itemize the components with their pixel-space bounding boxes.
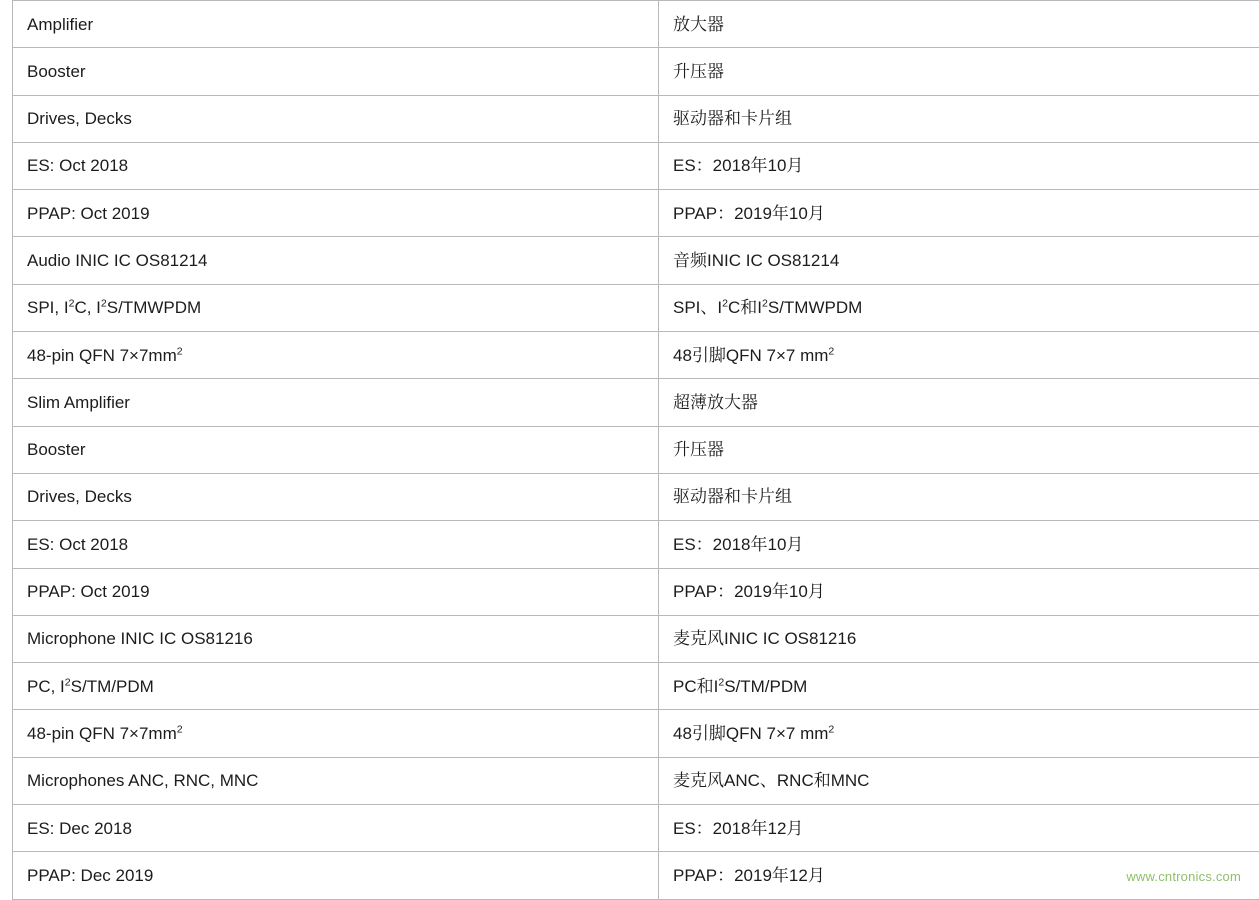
cell-chinese: PC和$I^2S/TM$/PDM [659, 663, 1259, 710]
table-row [13, 757, 1259, 804]
table-row [13, 615, 1259, 662]
watermark-text: www.cntronics.com [1126, 869, 1241, 884]
cell-english: PPAP: Oct 2019 [13, 568, 659, 615]
table-row [13, 710, 1259, 757]
table-row [13, 284, 1259, 331]
cell-chinese: 48引脚QFN 7×7 $mm^2$ [659, 332, 1259, 379]
cell-english: Booster [13, 48, 659, 95]
cell-chinese: ES：2018年12月 [659, 805, 1259, 852]
bilingual-table-container [12, 0, 1247, 900]
cell-chinese: 音频INIC IC OS81214 [659, 237, 1259, 284]
cell-chinese: SPI、$I^2C$和$I^2S$/TMWPDM [659, 284, 1259, 331]
cell-english: Drives, Decks [13, 95, 659, 142]
table-row [13, 473, 1259, 520]
cell-english: SPI, $I^2C$, $I^2S$/TMWPDM [13, 284, 659, 331]
table-row [13, 1, 1259, 48]
cell-english: 48-pin QFN $7\times 7mm^2$ [13, 710, 659, 757]
cell-chinese: 驱动器和卡片组 [659, 95, 1259, 142]
table-row [13, 237, 1259, 284]
cell-english: PPAP: Oct 2019 [13, 190, 659, 237]
cell-chinese: PPAP：2019年10月 [659, 568, 1259, 615]
cell-english: PPAP: Dec 2019 [13, 852, 659, 899]
table-row [13, 805, 1259, 852]
table-row [13, 426, 1259, 473]
cell-english: 48-pin QFN $7\times 7mm^2$ [13, 332, 659, 379]
cell-chinese: 升压器 [659, 48, 1259, 95]
table-row [13, 190, 1259, 237]
cell-english: Microphones ANC, RNC, MNC [13, 757, 659, 804]
cell-chinese: 升压器 [659, 426, 1259, 473]
cell-english: PC, $I^2S/TM$/PDM [13, 663, 659, 710]
table-row [13, 663, 1259, 710]
table-row [13, 521, 1259, 568]
cell-chinese: 麦克风ANC、RNC和MNC [659, 757, 1259, 804]
table-row [13, 95, 1259, 142]
cell-english: ES: Dec 2018 [13, 805, 659, 852]
cell-chinese: 放大器 [659, 1, 1259, 48]
cell-chinese: 48引脚QFN 7×7 $mm^2$ [659, 710, 1259, 757]
bilingual-spec-table [12, 0, 1259, 900]
cell-chinese: 超薄放大器 [659, 379, 1259, 426]
table-row [13, 568, 1259, 615]
cell-english: Booster [13, 426, 659, 473]
cell-english: Microphone INIC IC OS81216 [13, 615, 659, 662]
table-row [13, 852, 1259, 899]
table-row [13, 142, 1259, 189]
cell-chinese: 麦克风INIC IC OS81216 [659, 615, 1259, 662]
cell-chinese: ES：2018年10月 [659, 521, 1259, 568]
cell-chinese: PPAP：2019年12月 [659, 852, 1259, 899]
table-row [13, 48, 1259, 95]
cell-english: Audio INIC IC OS81214 [13, 237, 659, 284]
cell-english: Drives, Decks [13, 473, 659, 520]
cell-chinese: PPAP：2019年10月 [659, 190, 1259, 237]
cell-english: Amplifier [13, 1, 659, 48]
cell-english: ES: Oct 2018 [13, 142, 659, 189]
table-body [13, 1, 1259, 900]
cell-chinese: 驱动器和卡片组 [659, 473, 1259, 520]
table-row [13, 379, 1259, 426]
cell-english: Slim Amplifier [13, 379, 659, 426]
cell-english: ES: Oct 2018 [13, 521, 659, 568]
table-row [13, 332, 1259, 379]
cell-chinese: ES：2018年10月 [659, 142, 1259, 189]
